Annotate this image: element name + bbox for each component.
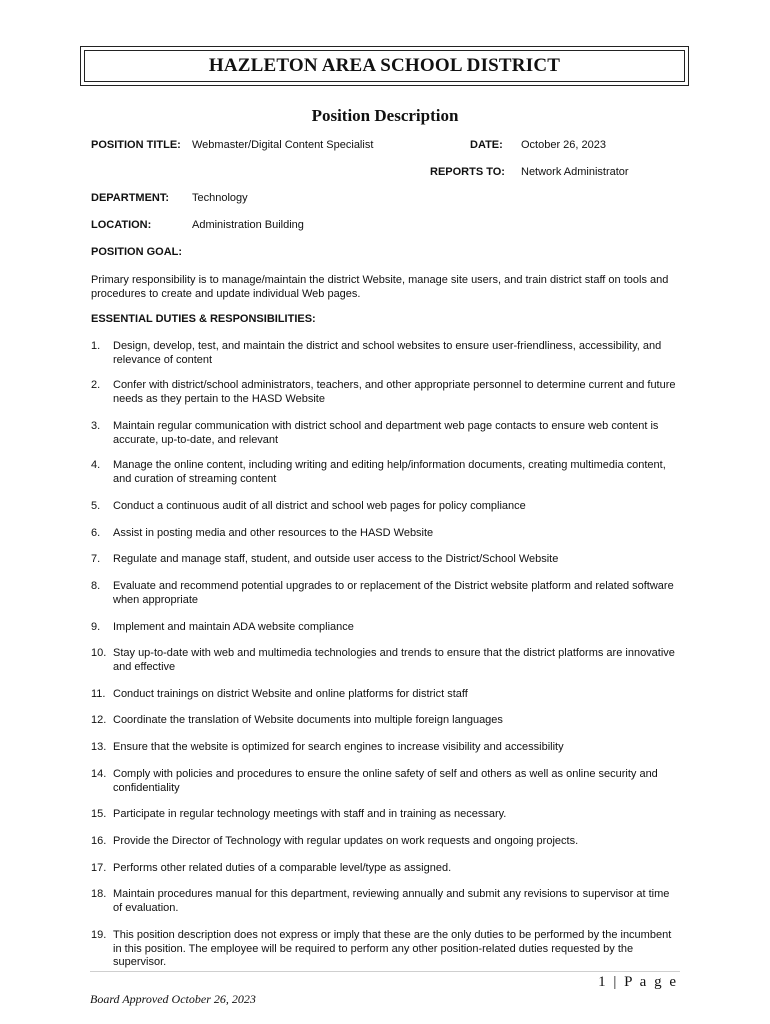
- duty-number: 17.: [91, 862, 107, 874]
- duty-text: Assist in posting media and other resources to the HASD Website: [113, 527, 434, 539]
- duty-text: Evaluate and recommend potential upgrades to or replacement of the District website platform and related software when appropriate: [113, 580, 674, 606]
- duty-number: 6.: [91, 527, 101, 539]
- duty-number: 5.: [91, 500, 101, 512]
- duty-text: Conduct trainings on district Website and online platforms for district staff: [113, 688, 468, 700]
- location-value: Administration Building: [192, 219, 304, 231]
- duty-text: Design, develop, test, and maintain the district and school websites to ensure user-friendliness, accessibility, and relevance of content: [113, 340, 662, 366]
- duty-number: 2.: [91, 379, 101, 391]
- district-header-box: [80, 46, 689, 86]
- duty-number: 18.: [91, 888, 107, 900]
- department-value: Technology: [192, 192, 248, 204]
- reports-to-label: REPORTS TO:: [430, 166, 505, 178]
- position-title-label: POSITION TITLE:: [91, 139, 181, 151]
- footer-divider: [90, 971, 680, 972]
- duty-number: 4.: [91, 459, 101, 471]
- date-value: October 26, 2023: [521, 139, 607, 151]
- location-label: LOCATION:: [91, 219, 152, 231]
- duty-number: 3.: [91, 420, 101, 432]
- position-title-value: Webmaster/Digital Content Specialist: [192, 139, 374, 151]
- duty-number: 15.: [91, 808, 107, 820]
- duty-number: 11.: [91, 688, 106, 700]
- duty-text: Conduct a continuous audit of all district and school web pages for policy compliance: [113, 500, 526, 512]
- duty-number: 1.: [91, 340, 101, 352]
- duty-text: Ensure that the website is optimized for search engines to increase visibility and accessibility: [113, 741, 564, 753]
- duty-number: 19.: [91, 929, 107, 941]
- duty-text: Coordinate the translation of Website documents into multiple foreign languages: [113, 714, 503, 726]
- duty-text: Performs other related duties of a comparable level/type as assigned.: [113, 862, 452, 874]
- duty-text: Participate in regular technology meetings with staff and in training as necessary.: [113, 808, 507, 820]
- duty-text: Stay up-to-date with web and multimedia technologies and trends to ensure that the district platforms are innovative and effective: [113, 647, 675, 673]
- reports-to-value: Network Administrator: [521, 166, 629, 178]
- duty-number: 16.: [91, 835, 107, 847]
- duty-number: 8.: [91, 580, 101, 592]
- duty-text: This position description does not express or imply that these are the only duties to be performed by the incumbent in this position. The employee will be required to perform any other position-related duties requested by the supervisor.: [113, 929, 672, 968]
- duty-number: 9.: [91, 621, 101, 633]
- position-goal-heading: POSITION GOAL:: [91, 246, 183, 258]
- duty-text: Manage the online content, including writing and editing help/information documents, creating multimedia content, and curation of streaming content: [113, 459, 666, 485]
- duty-number: 13.: [91, 741, 107, 753]
- district-header-inner-border: [84, 50, 685, 82]
- duty-number: 12.: [91, 714, 107, 726]
- district-name: HAZLETON AREA SCHOOL DISTRICT: [208, 55, 561, 76]
- department-label: DEPARTMENT:: [91, 192, 170, 204]
- page-number: 1 | P a g e: [598, 974, 678, 990]
- date-label: DATE:: [470, 139, 503, 151]
- duty-text: Implement and maintain ADA website compliance: [113, 621, 354, 633]
- duty-number: 10.: [91, 647, 107, 659]
- document-title: Position Description: [311, 106, 459, 125]
- duty-text: Maintain regular communication with district school and department web page contacts to ensure web content is accurate, up-to-date, and relevant: [113, 420, 659, 446]
- duty-text: Regulate and manage staff, student, and outside user access to the District/School Website: [113, 553, 559, 565]
- duty-text: Maintain procedures manual for this department, reviewing annually and submit any revisions to supervisor at time of evaluation.: [113, 888, 670, 914]
- duty-number: 14.: [91, 768, 107, 780]
- position-goal-text: Primary responsibility is to manage/maintain the district Website, manage site users, and train district staff on tools and procedures to create and update individual Web pages.: [91, 274, 669, 300]
- duty-text: Provide the Director of Technology with regular updates on work requests and ongoing projects.: [113, 835, 579, 847]
- duty-text: Comply with policies and procedures to ensure the online safety of self and others as well as online security and confidentiality: [113, 768, 658, 794]
- duties-heading: ESSENTIAL DUTIES & RESPONSIBILITIES:: [91, 313, 316, 325]
- duty-text: Confer with district/school administrators, teachers, and other appropriate personnel to determine current and future needs as they pertain to the HASD Website: [113, 379, 676, 405]
- duty-number: 7.: [91, 553, 101, 565]
- board-approved-note: Board Approved October 26, 2023: [90, 992, 256, 1006]
